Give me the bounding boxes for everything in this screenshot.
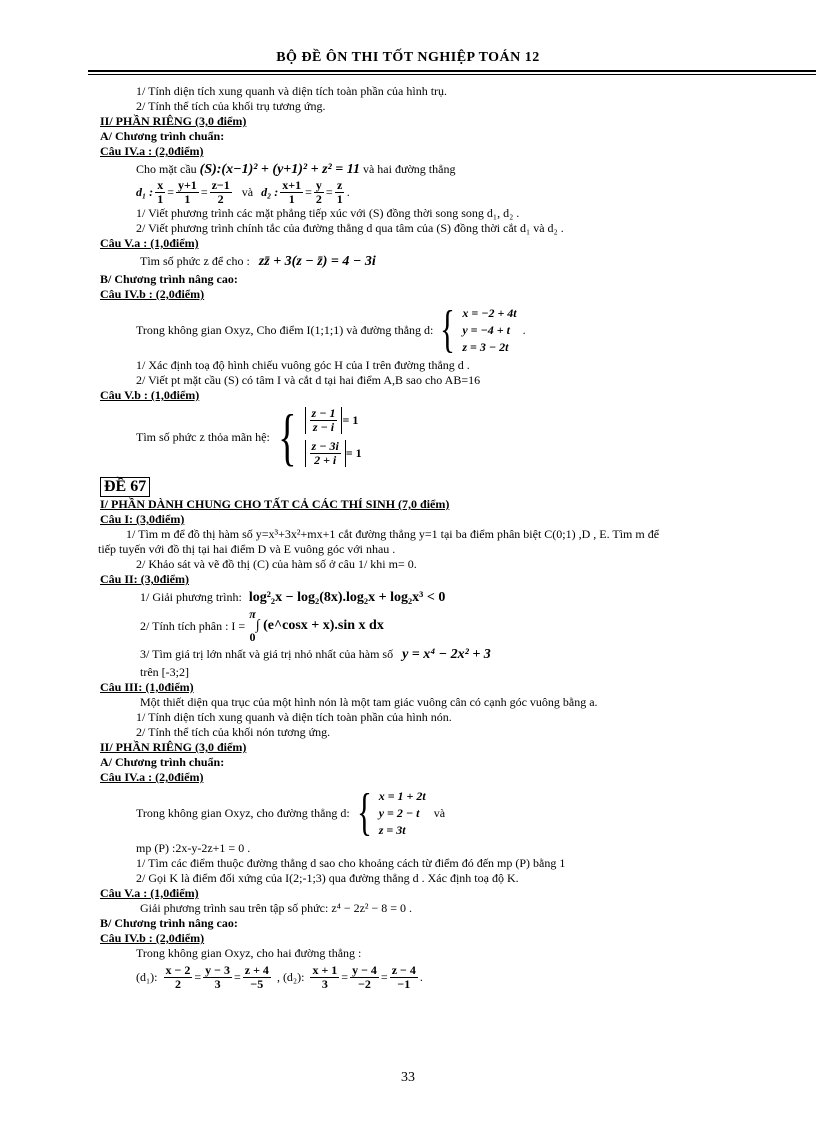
text-line: 1/ Tìm các điểm thuộc đường thẳng d sao cho khoảng cách từ điểm đó đến mp (P) bằng 1: [136, 856, 566, 870]
program-title: B/ Chương trình nâng cao:: [100, 272, 238, 286]
equation-system: x = −2 + 4t y = −4 + t z = 3 − 2t: [462, 305, 517, 354]
text-line: 2/ Khảo sát và vẽ đồ thị (C) của hàm số ở câu 1/ khi m= 0.: [136, 557, 417, 571]
two-lines-equation: (d₁): $\frac{x - 2}{2}$ = $\frac{y - 3}{3}$ = $\frac{z + 4}{-5}$ , (d₂): $\frac{x + 1}{3}$ = $\frac{y - 4}{-2}$ = $\frac{z - 4}{-1}$ .: [136, 963, 423, 991]
page-header: BỘ ĐỀ ÔN THI TỐT NGHIỆP TOÁN 12: [276, 50, 540, 65]
question-title: Câu IV.a : (2,0điểm): [100, 770, 204, 784]
complex-system-block: Tìm số phức z thỏa mãn hệ: { $\frac{z - 1}{z - i}$ = 1 $\frac{z - 3i}{2 + i}$ = 1: [136, 401, 362, 472]
exam-title: ĐỀ 67: [100, 477, 150, 497]
text-line: 1/ Tính diện tích xung quanh và diện tích toàn phần của hình trụ.: [136, 84, 448, 98]
text-line: trên [-3;2]: [140, 665, 189, 679]
lines-equation: d₁ : $\frac{x}{1}$ = $\frac{y+1}{1}$ = $\frac{z-1}{2}$ và d₂ : $\frac{x+1}{1}$ = $\frac{y}{2}$ = $\frac{z}{1}$ .: [136, 178, 350, 206]
header-rule-thick: [88, 70, 816, 72]
question-title: Câu II: (3,0điểm): [100, 572, 189, 586]
equation-system: x = 1 + 2t y = 2 − t z = 3t: [378, 788, 426, 837]
line-system-block: Trong không gian Oxyz, cho đường thẳng d: { x = 1 + 2t y = 2 − t z = 3t và: [136, 784, 446, 841]
text-line: mp (P) :2x-y-2z+1 = 0 .: [136, 841, 251, 855]
text-line: 2/ Tính thể tích của khối trụ tương ứng.: [136, 99, 326, 113]
question-title: Câu IV.a : (2,0điểm): [100, 144, 204, 158]
text-line: Cho mặt cầu (S):(x−1)² + (y+1)² + z² = 11 và hai đường thẳng: [136, 162, 456, 177]
text-line: Tìm số phức z để cho : zz̄ + 3(z − z̄) = 4 − 3i: [140, 254, 376, 269]
integral-block: 2/ Tính tích phân : I = π 0 ∫ (e^cosx + x).sin x dx: [140, 607, 384, 644]
program-title: A/ Chương trình chuẩn:: [100, 129, 225, 143]
sphere-equation: (S):(x−1)² + (y+1)² + z² = 11: [199, 162, 360, 177]
text-line: 2/ Tính thể tích của khối nón tương ứng.: [136, 725, 331, 739]
text-line: 2/ Viết phương trình chính tắc của đường thẳng d qua tâm của (S) đồng thời cắt d₁ và d₂ .: [136, 221, 564, 235]
text-line: 1/ Tính diện tích xung quanh và diện tích toàn phần của hình nón.: [136, 710, 452, 724]
text-line: 2/ Gọi K là điểm đối xứng của I(2;-1;3) qua đường thẳng d . Xác định toạ độ K.: [136, 871, 519, 885]
question-title: Câu I: (3,0điểm): [100, 512, 185, 526]
question-title: Câu IV.b : (2,0điểm): [100, 931, 205, 945]
section-title: II/ PHẦN RIÊNG (3,0 điểm): [100, 114, 247, 128]
question-title: Câu IV.b : (2,0điểm): [100, 287, 205, 301]
section-title: I/ PHẦN DÀNH CHUNG CHO TẤT CẢ CÁC THÍ SINH (7,0 điểm): [100, 497, 450, 511]
page-number: 33: [401, 1070, 415, 1085]
text-line: Một thiết diện qua trục của một hình nón là một tam giác vuông cân có cạnh góc vuông bằng a.: [140, 695, 598, 709]
text-line: Trong không gian Oxyz, cho hai đường thẳng :: [136, 946, 362, 960]
line-system-block: Trong không gian Oxyz, Cho điểm I(1;1;1) và đường thẳng d: { x = −2 + 4t y = −4 + t z = 3 − 2t .: [136, 301, 526, 358]
text-line: 3/ Tìm giá trị lớn nhất và giá trị nhỏ nhất của hàm số y = x⁴ − 2x² + 3: [140, 647, 491, 662]
text-line: 1/ Xác định toạ độ hình chiếu vuông góc H của I trên đường thẳng d .: [136, 358, 470, 372]
text-line: 1/ Viết phương trình các mặt phẳng tiếp xúc với (S) đồng thời song song d₁, d₂ .: [136, 206, 520, 220]
text-line: Giải phương trình sau trên tập số phức: z⁴ − 2z² − 8 = 0 .: [140, 901, 413, 915]
text-line: 2/ Viết pt mặt cầu (S) có tâm I và cắt d tại hai điểm A,B sao cho AB=16: [136, 373, 481, 387]
program-title: A/ Chương trình chuẩn:: [100, 755, 225, 769]
question-title: Câu V.b : (1,0điểm): [100, 388, 200, 402]
header-rule-thin: [88, 74, 816, 75]
question-title: Câu V.a : (1,0điểm): [100, 886, 199, 900]
text-line: 1/ Giải phương trình: log²₂x − log₂(8x).log₂x + log₂x³ < 0: [140, 590, 446, 605]
page-content: [100, 84, 770, 994]
text-line: 1/ Tìm m để đồ thị hàm số y=x³+3x²+mx+1 cắt đường thẳng y=1 tại ba điểm phân biệt C(0;1) ,D , E. Tìm m để: [126, 527, 660, 541]
text-line: tiếp tuyến với đồ thị tại hai điểm D và E vuông góc với nhau .: [98, 542, 396, 556]
section-title: II/ PHẦN RIÊNG (3,0 điểm): [100, 740, 247, 754]
question-title: Câu III: (1,0điểm): [100, 680, 194, 694]
question-title: Câu V.a : (1,0điểm): [100, 236, 199, 250]
program-title: B/ Chương trình nâng cao:: [100, 916, 238, 930]
